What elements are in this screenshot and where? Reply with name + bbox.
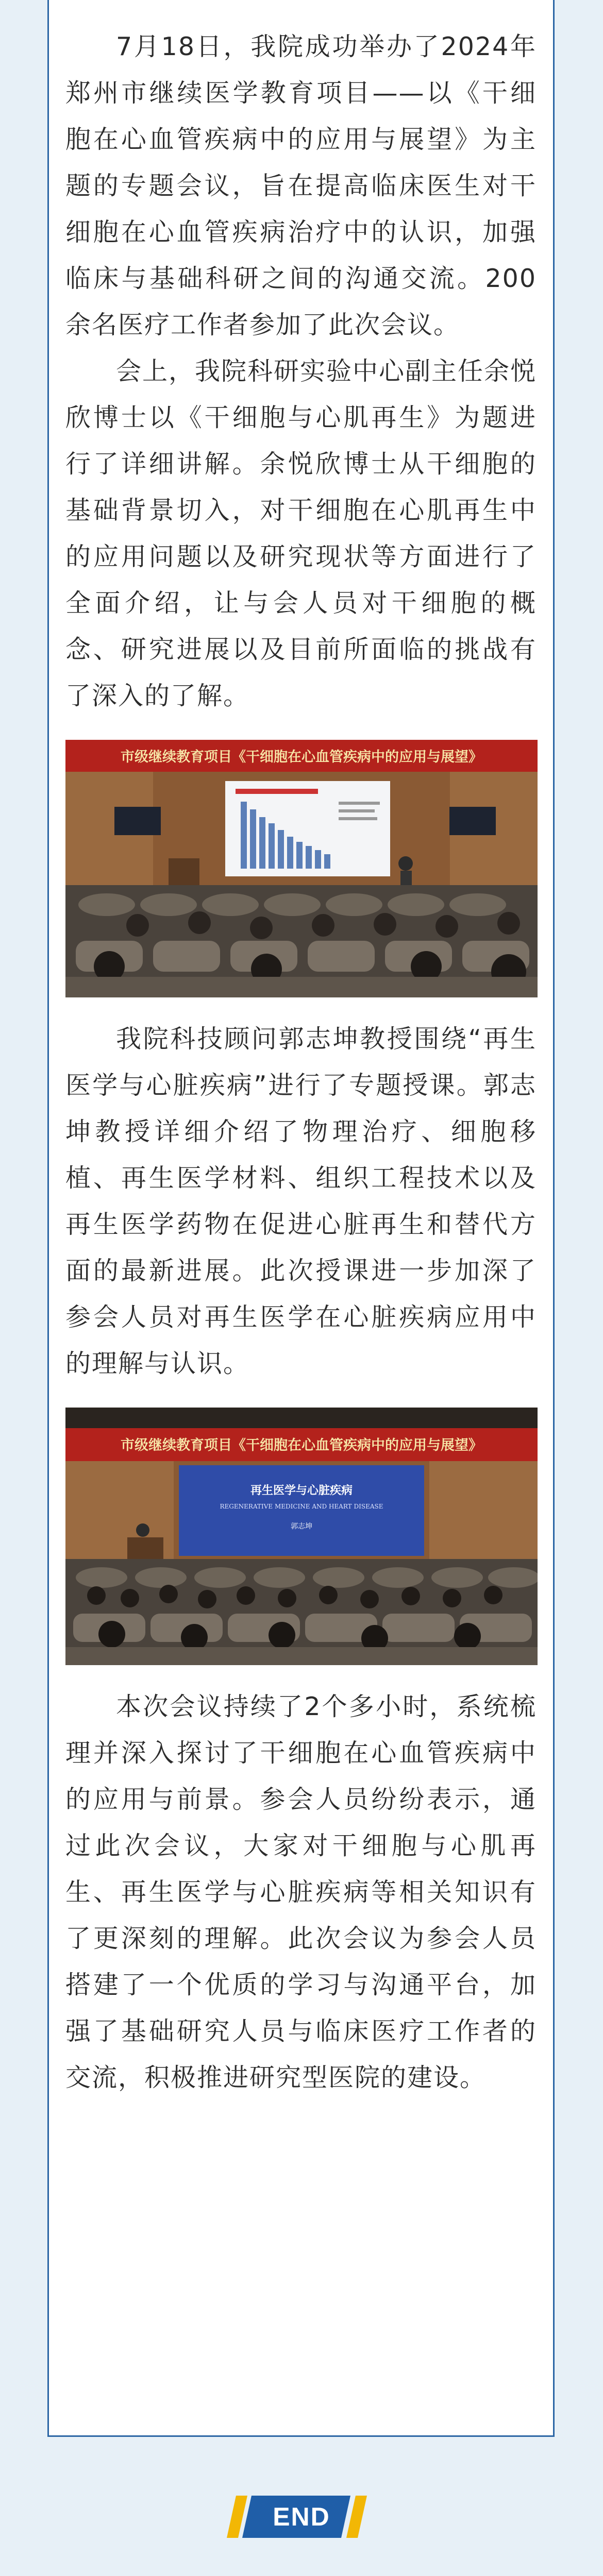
paragraph-lecture-one: 会上，我院科研实验中心副主任余悦欣博士以《干细胞与心肌再生》为题进行了详细讲解。余悦欣博士从干细胞的基础背景切入，对干细胞在心肌再生中的应用问题以及研究现状等方面进行了全面介绍，让与会人员对干细胞的概念、研究进展以及目前所面临的挑战有了深入的了解。 [65, 357, 537, 710]
end-section [0, 2488, 603, 2550]
slide-title: 再生医学与心脏疾病 [250, 1484, 353, 1497]
banner-text-one: 市级继续教育项目《干细胞在心血管疾病中的应用与展望》 [121, 749, 482, 765]
paragraph-intro: 7月18日，我院成功举办了2024年郑州市继续医学教育项目——以《干细胞在心血管疾病中的应用与展望》为主题的专题会议，旨在提高临床医生对干细胞在心血管疾病治疗中的认识，加强临床与基础科研之间的沟通交流。200余名医疗工作者参加了此次会议。 [65, 32, 537, 340]
slide-author: 郭志坤 [291, 1522, 312, 1531]
banner-text-two: 市级继续教育项目《干细胞在心血管疾病中的应用与展望》 [121, 1437, 482, 1453]
paragraph-lecture-two: 我院科技顾问郭志坤教授围绕“再生医学与心脏疾病”进行了专题授课。郭志坤教授详细介绍了物理治疗、细胞移植、再生医学材料、组织工程技术以及再生医学药物在促进心脏再生和替代方面的最新进展。此次授课进一步加深了参会人员对再生医学在心脏疾病应用中的理解与认识。 [65, 1024, 537, 1378]
article-frame [47, 0, 555, 2437]
lecture-hall-photo-one [65, 740, 538, 997]
photo-lecture-two [65, 1408, 538, 1665]
paragraph-summary: 本次会议持续了2个多小时，系统梳理并深入探讨了干细胞在心血管疾病中的应用与前景。参会人员纷纷表示，通过此次会议，大家对干细胞与心肌再生、再生医学与心脏疾病等相关知识有了更深刻的理解。此次会议为参会人员搭建了一个优质的学习与沟通平台，加强了基础研究人员与临床医疗工作者的交流，积极推进研究型医院的建设。 [65, 1692, 537, 2092]
photo-lecture-one [65, 740, 538, 997]
lecture-hall-photo-two [65, 1408, 538, 1665]
article-content [65, 24, 537, 2101]
end-label: END [273, 2502, 330, 2531]
end-badge [227, 2488, 376, 2545]
slide-subtitle: REGENERATIVE MEDICINE AND HEART DISEASE [220, 1503, 383, 1510]
